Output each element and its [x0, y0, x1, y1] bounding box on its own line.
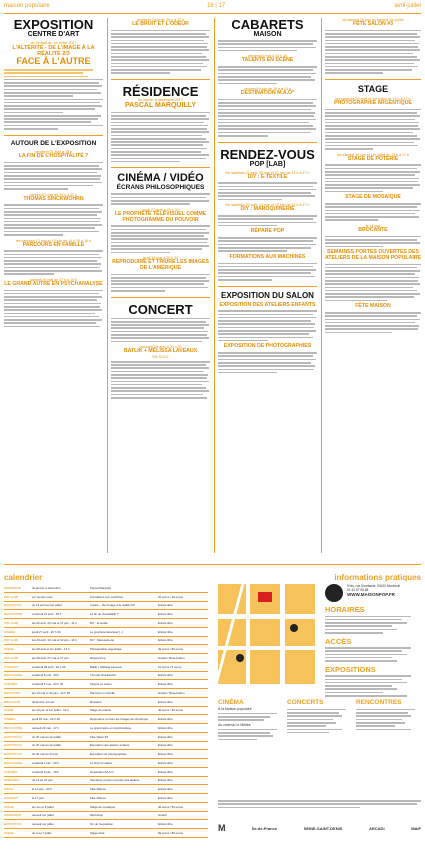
map-road [218, 646, 315, 650]
calendar-row [4, 715, 208, 724]
event-date: vendredi 5 mai de 20 h à 22 h [29, 192, 78, 197]
body-text [4, 290, 103, 328]
calendar-title: Stage de poterie [90, 708, 112, 713]
event-date: de janvier à décembre 2017 [138, 97, 183, 102]
event-date: vendredi 5 mai à 20 h 30 [247, 54, 288, 59]
column-separator [214, 18, 215, 553]
calendar-row [4, 829, 208, 838]
body-text [218, 99, 317, 137]
calendar-price: Entrée libre [158, 795, 173, 800]
section-title: CONCERT [128, 301, 193, 317]
body-text [218, 352, 317, 373]
calendar-row [4, 742, 208, 751]
event-title: FÊTE SALON #3 [352, 21, 394, 27]
calendar-row [4, 610, 208, 619]
website-link[interactable]: WWW.MAISONPOP.FR [347, 592, 395, 597]
event-date: vendredi 21 avril à 19 h [34, 150, 73, 155]
calendar-price: 40 euros / 50 euros [158, 647, 183, 652]
calendar-row [4, 593, 208, 602]
body-text [325, 30, 421, 74]
phone: 01 42 87 08 68 [347, 588, 369, 592]
top-bar [4, 3, 421, 13]
calendar-row [4, 768, 208, 777]
cinema-heading: CINÉMA [218, 699, 244, 706]
event-title: LA FIN DE L'HOSPITALITÉ ? [18, 153, 89, 160]
calendar-title: DIY : E-textile [90, 620, 108, 625]
calendar-title: Talents en scène [90, 682, 112, 687]
event-title: L'ALTÉRITÉ - DE L'IMAGE À LA RÉALITÉ 2/3 [12, 45, 95, 58]
calendar-date: samedi 1er juillet [32, 822, 54, 827]
access-map[interactable] [218, 584, 315, 684]
calendar-category: EXPOSITION [4, 603, 22, 608]
calendar-title: Stage d'été [90, 830, 105, 835]
section-subtitle: POP [LAB] [249, 160, 286, 168]
calendar-category: RENCONTRE [4, 760, 23, 765]
calendar-category: EXPOSITION [4, 734, 22, 739]
calendar-category: WORKSHOP [4, 813, 22, 818]
calendar-row [4, 637, 208, 646]
calendar-row [4, 759, 208, 768]
body-text [111, 193, 210, 204]
calendar-table [4, 584, 208, 838]
calendar-title: Fête Salon #3 [90, 734, 108, 739]
top-rule [4, 13, 421, 14]
calendar-price: Entrée libre [158, 620, 173, 625]
calendar-row [4, 645, 208, 654]
calendar-category: CINÉMA [4, 629, 16, 634]
calendar-title: Exposition des ateliers enfants [90, 743, 130, 748]
calendar-title: Batlik + Mélissa Laveaux [90, 664, 122, 669]
metro-icon [290, 624, 298, 632]
body-text [111, 30, 210, 74]
section-title: EXPOSITION DU SALON [221, 290, 314, 300]
calendar-title: Workshop [90, 813, 103, 818]
calendar-date: vendredi 2 juin - 20 h [32, 760, 59, 765]
calendar-title: Brocante [90, 699, 102, 704]
maif-logo: MAIF [411, 825, 421, 831]
calendar-price: Entrée libre [158, 778, 173, 783]
calendar-title: Exposition de photographies [90, 752, 127, 757]
arcadi-logo: ARCADI [369, 825, 385, 831]
event-date: du 19 avril au 1er juillet 2017 [30, 41, 77, 45]
calendar-row [4, 698, 208, 707]
event-title: SEMAINES PORTES OUVERTES DES ATELIERS DE LA MAISON POPULAIRE [325, 249, 421, 261]
mid-rule [4, 564, 421, 565]
calendar-price: 60 euros / 80 euros [158, 830, 183, 835]
calendar-price: 20 euros / 30 euros [158, 594, 183, 599]
calendar-date: du 3 au 7 juillet [32, 830, 52, 835]
calendar-price: Entrée libre [158, 629, 173, 634]
calendar-title: Le grand autre en psychanalyse [90, 725, 132, 730]
calendar-date: du 20 mai au 1er juillet [32, 734, 62, 739]
body-text [111, 361, 210, 399]
calendar-price: Entrée libre [158, 612, 173, 617]
section-title: RÉSIDENCE [122, 83, 199, 99]
divider [218, 286, 317, 287]
calendar-row [4, 628, 208, 637]
calendar-date: vendredi 28 avril - 20 h 30 [32, 664, 66, 669]
calendar-date: les 29 avril, 27 mai et 17 juin [32, 655, 69, 660]
calendar-category: STAGE [4, 830, 14, 835]
column-exposition [4, 18, 103, 553]
ssd-logo: SEINE-SAINT-DENIS [303, 825, 343, 831]
calendar-price: Entrée libre [158, 734, 173, 739]
event-date: du samedi 20 mai au samedi 1er juillet [342, 18, 404, 22]
body-text [4, 69, 103, 130]
calendar-category: STAGE [4, 708, 14, 713]
body-text [111, 274, 210, 292]
calendar-title: Pascal Marquilly [90, 585, 112, 590]
calendar-title: La fin de l'hospitalité ? [90, 612, 119, 617]
calendar-title: Fin de l'exposition [90, 822, 114, 827]
calendar-date: vendredi 9 juin - 18 h [32, 769, 59, 774]
divider [4, 135, 103, 136]
calendar-row [4, 812, 208, 821]
map-road [280, 584, 285, 684]
event-title: PASCAL MARQUILLY [124, 101, 197, 109]
calendar-row [4, 707, 208, 716]
calendar-row [4, 680, 208, 689]
section-title: EXPOSITION [13, 18, 94, 32]
event-title: DIY : MAROQUINERIE [240, 206, 295, 213]
funding-note [218, 798, 421, 810]
calendar-row [4, 654, 208, 663]
column-separator [321, 18, 322, 553]
calendar-row [4, 672, 208, 681]
calendar-title: Destination M.A.O [90, 769, 114, 774]
event-date: le 14 mai [365, 223, 381, 228]
event-title: STAGE DE MOSAÏQUE [345, 194, 401, 201]
concerts-heading: CONCERTS [287, 699, 324, 706]
event-title: LE GRAND AUTRE EN PSYCHANALYSE [4, 280, 103, 287]
body-text [218, 40, 317, 51]
calendar-date: du 12 au 24 juin [32, 778, 53, 783]
brand-name[interactable]: maison populaire [4, 3, 50, 9]
event-date: vendredi 2 juin de 20 h à 22 h [136, 18, 185, 22]
body-text [218, 713, 283, 721]
calendar-category: RENCONTRE [4, 612, 23, 617]
section-subtitle: ÉCRANS PHILOSOPHIQUES [116, 184, 205, 192]
calendar-row [4, 724, 208, 733]
calendar-category: RÉSIDENCE [4, 585, 21, 590]
calendar-category: EXPOSITION [4, 752, 22, 757]
calendar-category: RENCONTRE [4, 725, 23, 730]
column-cabarets-rdv [218, 18, 317, 553]
column-stages [325, 18, 421, 553]
body-text [218, 237, 317, 252]
calendar-category: RENCONTRE [4, 673, 23, 678]
body-text [325, 264, 421, 302]
event-title: STAGE DE POTERIE [347, 155, 399, 162]
calendar-title: Reproduire et triure les images de l'Amérique [90, 717, 148, 722]
event-date: jeudi 27 avril à 20 h 30 [142, 207, 179, 212]
calendar-date: le 17 juin [32, 795, 44, 800]
calendar-title: Photographie argentique [90, 647, 122, 652]
calendar-category: CINÉMA [4, 717, 16, 722]
calendar-date: les 29 avril et 1er juillet - 13 h [32, 647, 70, 652]
calendar-category: EXPOSITION [4, 822, 22, 827]
calendar-date: les 10 juin et 1er juillet - 13 h [32, 708, 69, 713]
calendar-date: du 20 mai au 1er juillet [32, 743, 62, 748]
calendar-category: POP [LAB] [4, 638, 18, 643]
partner-logos [218, 818, 421, 838]
calendar-price: Entrée libre [158, 725, 173, 730]
body-text [111, 318, 210, 343]
calendar-category: POP [LAB] [4, 594, 18, 599]
calendar-price: Entrée libre [158, 743, 173, 748]
calendar-title: Le prophète télévisuel [...] [90, 629, 124, 634]
calendar-date: jeudi 27 avril - 20 h 30 [32, 629, 61, 634]
section-subtitle: CENTRE D'ART [27, 31, 80, 38]
calendar-heading: calendrier [4, 573, 43, 582]
section-title: CINÉMA / VIDÉO [117, 172, 204, 185]
event-date: samedi 20 mai de 17 h à 19 h [29, 277, 78, 282]
calendar-price: Entrée libre [158, 769, 173, 774]
calendar-row [4, 803, 208, 812]
calendar-date: samedi 1er juillet [32, 813, 54, 818]
page-number-right: 17 [218, 3, 226, 9]
calendar-price: Entrée libre [158, 603, 173, 608]
calendar-date: du 30 mai au 10 juin [32, 752, 59, 757]
calendar-price: Entrée libre [158, 822, 173, 827]
calendar-date: vendredi 21 avril - 20 h [32, 612, 62, 617]
body-text [218, 729, 283, 740]
calendar-date: jeudi 18 mai - 20 h 30 [32, 717, 60, 722]
calendar-date: du 19 avril au 1er juillet [32, 603, 62, 608]
map-road [218, 584, 244, 684]
calendar-row [4, 750, 208, 759]
body-text [325, 164, 421, 192]
period-label: avril-juillet [394, 3, 421, 9]
calendar-price: 40 euros / 50 euros [158, 804, 183, 809]
body-text [218, 66, 317, 84]
calendar-date: le 14 juin - 20 h [32, 787, 52, 792]
calendar-row [4, 663, 208, 672]
calendar-price: Gratuit / Réservation [158, 690, 185, 695]
calendar-title: DIY : Maroquinerie [90, 638, 115, 643]
page-number-left: 16 [206, 3, 214, 9]
body-text [325, 616, 421, 634]
event-title: DIY : E-TEXTILE [247, 173, 288, 180]
calendar-row [4, 733, 208, 742]
event-title: EXPOSITION DE PHOTOGRAPHIES [223, 343, 312, 350]
calendar-title: Thomas Sinckwohrn [90, 673, 117, 678]
calendar-date: les 1er et 8 juillet [32, 804, 54, 809]
event-subtitle: EN SOLO [152, 354, 169, 359]
calendar-date: les 22 avril, 20 mai et 17 juin - 14 h [32, 620, 77, 625]
event-title: BROCANTE [358, 226, 388, 233]
calendar-title: Répare Pop [90, 655, 106, 660]
calendar-category: VISITE [4, 787, 14, 792]
section-title: STAGE [357, 83, 389, 94]
event-title: LE BRUIT ET L'ODEUR [132, 21, 189, 27]
calendar-price: 40 euros / 50 euros [158, 708, 183, 713]
calendar-row [4, 777, 208, 786]
cinema-sub: Au cinéma Le Méliès [218, 722, 251, 727]
calendar-title: L'autre... De l'image à la réalité 2/3 [90, 603, 135, 608]
body-text [356, 709, 421, 730]
event-date: les samedis 13 mai et 10 juin de 14 h 30 à 16 h [15, 238, 92, 243]
event-title: REPRODUIRE ET TRIURE LES IMAGES DE L'AMÉRIQUE [112, 259, 209, 271]
calendar-category: PARCOURS [4, 690, 21, 695]
body-text [218, 182, 317, 200]
calendar-category: CONCERT [4, 795, 19, 800]
expositions-heading: EXPOSITIONS [325, 664, 376, 674]
body-text [287, 709, 352, 734]
calendar-title: Formations aux machines [90, 594, 124, 599]
calendar-category: POP [LAB] [4, 620, 18, 625]
calendar-date: les 29 avril, 13 mai et 10 juin - 14 h [32, 638, 77, 643]
calendar-price: Entrée libre [158, 717, 173, 722]
calendar-price: Entrée libre [158, 638, 173, 643]
body-text [325, 236, 421, 247]
calendar-title: Parcours en famille [90, 690, 115, 695]
event-title: EXPOSITION DES ATELIERS ENFANTS [219, 301, 316, 308]
calendar-row [4, 584, 208, 593]
address: 9 bis, rue Dombasle, 93100 Montreuil [347, 584, 400, 588]
practical-info [325, 584, 421, 698]
calendar-date: les 13 mai et 10 juin - 14 h 30 [32, 690, 70, 695]
divider [325, 79, 421, 80]
body-text [111, 112, 210, 163]
calendar-row [4, 794, 208, 803]
acces-heading: ACCÈS [325, 636, 352, 646]
calendar-category: SEMAINES [4, 778, 19, 783]
page-numbers: 16 | 17 [206, 3, 226, 9]
calendar-date: de janvier à décembre [32, 585, 61, 590]
idf-logo: Île-de-France [252, 825, 278, 831]
metro-icon [236, 654, 244, 662]
event-title: DESTINATION M.A.O* [240, 90, 295, 97]
montreuil-logo: M [218, 823, 226, 833]
event-date: les samedis 29 avril et 1er juillet de 13 h à 17 h [335, 96, 411, 101]
body-text [4, 204, 103, 235]
event-title: RÉPARE POP [250, 228, 285, 235]
body-text [325, 109, 421, 150]
calendar-row [4, 820, 208, 829]
section-title: CABARETS [231, 18, 304, 32]
divider [218, 142, 317, 143]
event-date: jeudi 18 mai à 20 h 30 [142, 256, 179, 261]
divider [111, 297, 210, 298]
calendar-title: Fête Maison [90, 795, 106, 800]
calendar-title: Stage de mosaïque [90, 804, 116, 809]
calendar-title: Le bruit et l'odeur [90, 760, 113, 765]
calendar-price: Entrée libre [158, 673, 173, 678]
body-text [4, 162, 103, 190]
column-residence-cinema [111, 18, 210, 553]
calendar-title: Fête Maison [90, 787, 106, 792]
footer-info [218, 700, 421, 742]
calendar-category: BROCANTE [4, 699, 21, 704]
body-text [325, 647, 421, 662]
calendar-row [4, 785, 208, 794]
calendar-row [4, 619, 208, 628]
event-date: les samedis 29 avril, 13 mai et 10 juin de 14 h à 17 h [225, 203, 310, 208]
event-title: TALENTS EN SCÈNE [241, 57, 294, 64]
calendar-category: STAGE [4, 804, 14, 809]
event-title: FÊTE MAISON [355, 303, 391, 310]
maison-populaire-logo [325, 584, 343, 602]
calendar-row [4, 602, 208, 611]
calendar-date: samedi 20 mai - 17 h [32, 725, 59, 730]
event-date: les samedi 10 juin et 1er juillet de 13 h à 17 h [336, 152, 410, 157]
calendar-category: EXPOSITION [4, 743, 22, 748]
calendar-title: Semaines portes ouvertes des ateliers [90, 778, 140, 783]
calendar-category: CABARET [4, 682, 18, 687]
body-text [4, 250, 103, 275]
calendar-price: Gratuit [158, 813, 167, 818]
section-title: RENDEZ-VOUS [220, 146, 315, 162]
calendar-date: dimanche 14 mai [32, 699, 55, 704]
event-title: LE PROPHÈTE TÉLÉVISUEL COMME PHOTOGRAMME DU POUVOIR [114, 210, 207, 223]
map-road [246, 584, 250, 684]
calendar-price: Entrée libre [158, 699, 173, 704]
body-text [325, 312, 421, 333]
cinema-sub: À la Maison populaire [218, 706, 252, 711]
divider [111, 79, 210, 80]
calendar-date: vendredi 5 mai - 20 h 30 [32, 682, 64, 687]
body-text [218, 215, 317, 226]
body-text [218, 310, 317, 341]
calendar-price: Entrée libre [158, 787, 173, 792]
event-title: PARCOURS EN FAMILLE [22, 241, 85, 248]
body-text [111, 225, 210, 253]
calendar-price: Gratuit / Réservation [158, 655, 185, 660]
column-separator [107, 18, 108, 553]
maison-location-marker [258, 592, 272, 602]
event-date: vendredi 9 juin de 18 h à 24 h [243, 87, 292, 92]
section-title: AUTOUR DE L'EXPOSITION [10, 139, 97, 147]
divider [111, 167, 210, 168]
event-date: vendredi 28 avril à 20 h 30 [139, 345, 182, 350]
event-title: FORMATIONS AUX MACHINES [229, 253, 306, 260]
calendar-price: Entrée libre [158, 682, 173, 687]
body-text [218, 263, 317, 281]
calendar-price: 10 euros / 5 euros [158, 664, 182, 669]
event-title: BATLIK + MÉLISSA LAVEAUX [123, 348, 198, 355]
calendar-date: vendredi 5 mai - 20 h [32, 673, 60, 678]
rencontres-heading: RENCONTRES [356, 699, 402, 706]
calendar-row [4, 689, 208, 698]
calendar-category: CONCERT [4, 664, 19, 669]
calendar-price: Entrée libre [158, 752, 173, 757]
event-title: THOMAS SINCKWOHRN [23, 195, 84, 202]
section-subtitle: MAISON [253, 31, 282, 38]
event-date: les samedis 22 avril, 20 mai et 17 juin de 14 h à 17 h [225, 170, 310, 175]
event-title: PHOTOGRAPHIE ARGENTIQUE [334, 99, 412, 106]
calendar-category: STAGE [4, 647, 14, 652]
calendar-category: CABARET [4, 769, 18, 774]
body-text [325, 675, 421, 696]
body-text [325, 203, 421, 221]
event-title: FACE À L'AUTRE [16, 56, 91, 67]
calendar-category: POP [LAB] [4, 655, 18, 660]
calendar-price: Entrée libre [158, 760, 173, 765]
horaires-heading: HORAIRES [325, 605, 365, 614]
info-heading: informations pratiques [334, 573, 421, 582]
calendar-date: sur rendez-vous [32, 594, 53, 599]
